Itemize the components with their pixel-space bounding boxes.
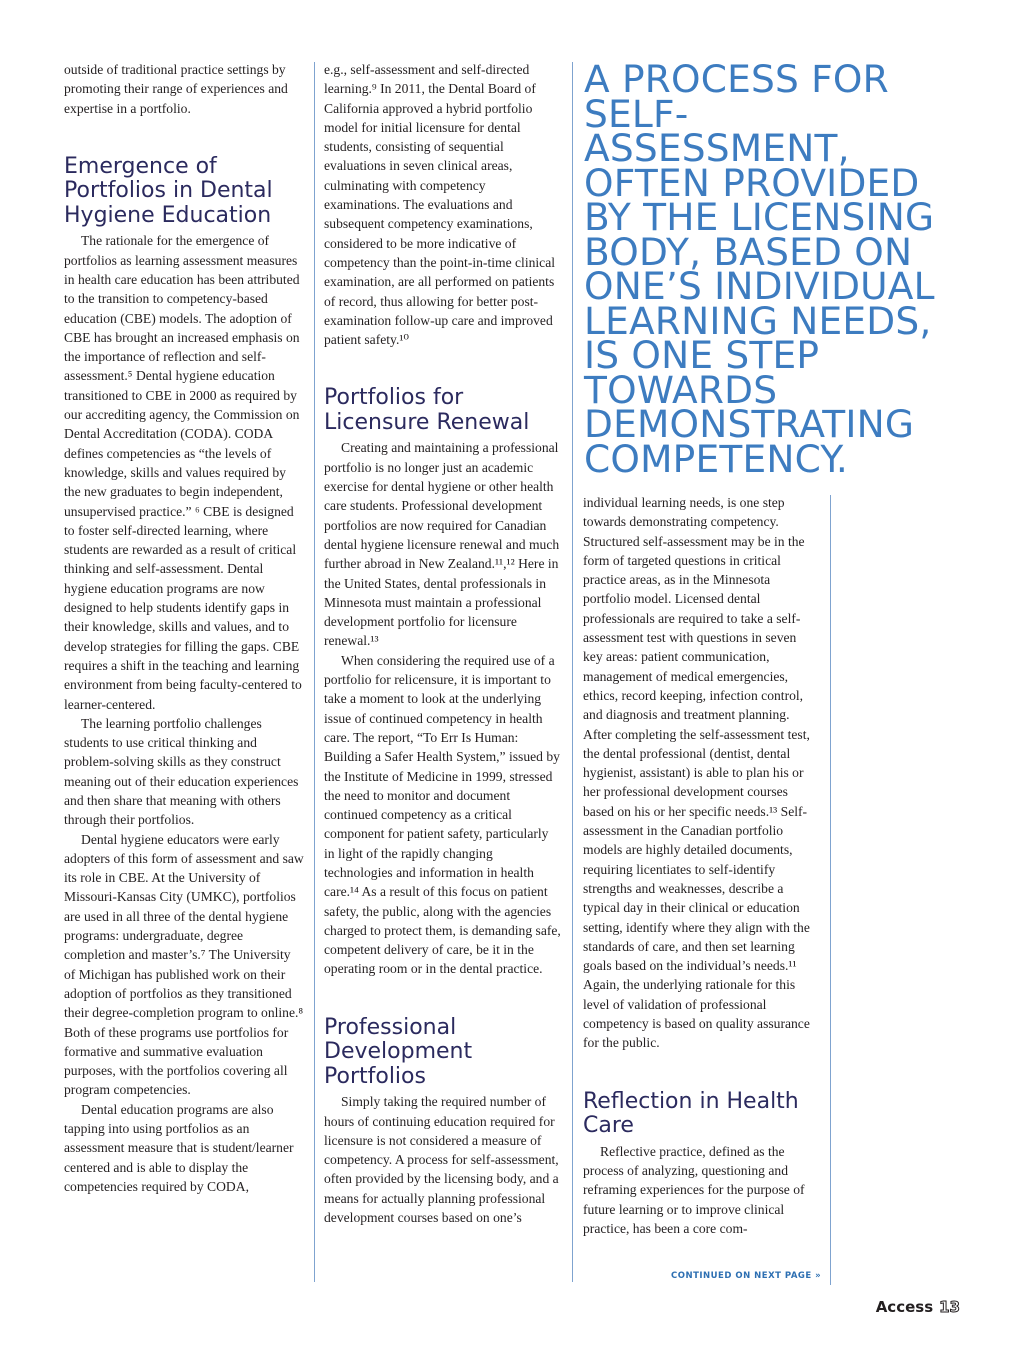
publication-name: Access xyxy=(875,1298,934,1316)
column1-paragraph-3: Dental hygiene educators were early adopters of this form of assessment and saw its role in CBE. At the University of Missouri-Kansas City (UMKC), portfolios are used in all three of the dental hygiene programs: undergraduate, degree completion and master’s.⁷ The University of Michigan has published work on their adoption of portfolios as they transitioned their degree-completion program to online.⁸ Both of these programs use portfolios for formative and summative evaluation purposes, with the portfolios covering all program competencies. xyxy=(64,831,304,1098)
heading-professional-development-portfolios: Professional Development Portfolios xyxy=(324,1014,473,1089)
column1-paragraph-2: The learning portfolio challenges students to use critical thinking and problem-solving skills as they construct meaning out of their education experiences and then share that meaning with others through their portfolios. xyxy=(64,715,299,828)
column1-intro: outside of traditional practice settings by promoting their range of experiences and expertise in a portfolio. xyxy=(64,62,288,116)
article-column-1 xyxy=(64,60,304,1196)
column2-intro: e.g., self-assessment and self-directed learning.⁹ In 2011, the Dental Board of California approved a hybrid portfolio model for initial licensure for dental students, consisting of sequential evaluations in seven clinical areas, culminating with competency examinations. The evaluations and subsequent competency examinations, considered to be more indicative of competency than the point-in-time clinical examination, are all performed on patients of record, thus allowing for better post-examination follow-up care and improved patient safety.¹⁰ xyxy=(324,62,556,348)
heading-emergence-of-portfolios: Emergence of Portfolios in Dental Hygiene Education xyxy=(64,153,273,228)
column2-paragraph-2: When considering the required use of a portfolio for relicensure, it is important to take a moment to look at the underlying issue of continued competency in health care. The report, “To Err Is Human: Building a Safer Health System,” issued by the Institute of Medicine in 1999, stressed the need to monitor and document continued competency as a critical component for patient safety, particularly in light of the rapidly changing technologies and information in health care.¹⁴ As a result of this focus on patient safety, the public, along with the agencies charged to protect them, is demanding safe, competent delivery of care, be it in the operating room or in the dental practice. xyxy=(324,652,561,977)
column1-paragraph-4: Dental education programs are also tapping into using portfolios as an assessment measure that is student/learner centered and is able to display the competencies required by CODA, xyxy=(64,1101,294,1194)
heading-reflection-in-health-care: Reflection in Health Care xyxy=(583,1088,799,1139)
page-footer xyxy=(876,1298,960,1316)
column2-paragraph-1: Creating and maintaining a professional portfolio is no longer just an academic exercise for dental hygiene or other health care students. Professional development portfolios are now required for Canadian dental hygiene licensure renewal and much further abroad in New Zealand.¹¹,¹² Here in the United States, dental professionals in Minnesota must maintain a professional development portfolio for licensure renewal.¹³ xyxy=(324,440,560,649)
article-column-2 xyxy=(324,60,561,1227)
column-divider-2 xyxy=(572,62,573,1282)
heading-portfolios-licensure-renewal: Portfolios for Licensure Renewal xyxy=(324,385,530,435)
column-divider-1 xyxy=(314,62,315,1282)
column3-paragraph-1: Reflective practice, defined as the process of analyzing, questioning and reframing experiences for the purpose of future learning or to improve clinical practice, has been a core com- xyxy=(583,1143,805,1236)
pull-quote: A PROCESS FOR SELF-ASSESSMENT, OFTEN PROVIDED BY THE LICENSING BODY, BASED ON ONE’S INDIVIDUAL LEARNING NEEDS, IS ONE STEP TOWARDS DEMONSTRATING COMPETENCY. xyxy=(584,57,935,481)
page-number: 13 xyxy=(939,1298,960,1316)
column3-intro: individual learning needs, is one step towards demonstrating competency. Structured self-assessment may be in the form of targeted questions in critical practice areas, as in the Minnesota portfolio model. Licensed dental professionals are required to take a self-assessment test with questions in seven key areas: patient communication, management of medical emergencies, ethics, record keeping, infection control, and diagnosis and treatment planning. After completing the self-assessment test, the dental professional (dentist, dental hygienist, assistant) is able to plan his or her professional development courses based on his or her specific needs.¹³ Self-assessment in the Canadian portfolio models are highly detailed documents, requiring licentiates to self-identify strengths and weaknesses, describe a typical day in their clinical or education setting, identify where they align with the standards of care, and then set learning goals based on the individual’s needs.¹¹ Again, the underlying rationale for this level of validation of professional competency is based on quality assurance for the public. xyxy=(583,495,810,1051)
column2-paragraph-3: Simply taking the required number of hours of continuing education required for licensure is not considered a measure of competency. A process for self-assessment, often provided by the licensing body, and a means for actually planning professional development courses based on one’s xyxy=(324,1094,559,1226)
continued-on-next-page[interactable]: CONTINUED ON NEXT PAGE » xyxy=(671,1271,822,1281)
column1-paragraph-1: The rationale for the emergence of portfolios as learning assessment measures in health care education has been attributed to the transition to competency-based education (CBE) models. The adoption of CBE has brought an increased emphasis on the importance of reflection and self-assessment.⁵ Dental hygiene education transitioned to CBE in 2000 as required by our accrediting agency, the Commission on Dental Accreditation (CODA). CODA defines competencies as “the levels of knowledge, skills and values required by the new graduates to begin independent, unsupervised practice.” ⁶ CBE is designed to foster self-directed learning, where students are rewarded as a result of critical thinking and self-assessment. Dental hygiene education programs are now designed to help students identify gaps in their knowledge, skills and values, and to develop strategies for filling the gaps. CBE requires a shift in the teaching and learning environment from being faculty-centered to learner-centered. xyxy=(64,233,302,712)
article-column-3 xyxy=(583,493,819,1238)
column-divider-3 xyxy=(830,495,831,1285)
